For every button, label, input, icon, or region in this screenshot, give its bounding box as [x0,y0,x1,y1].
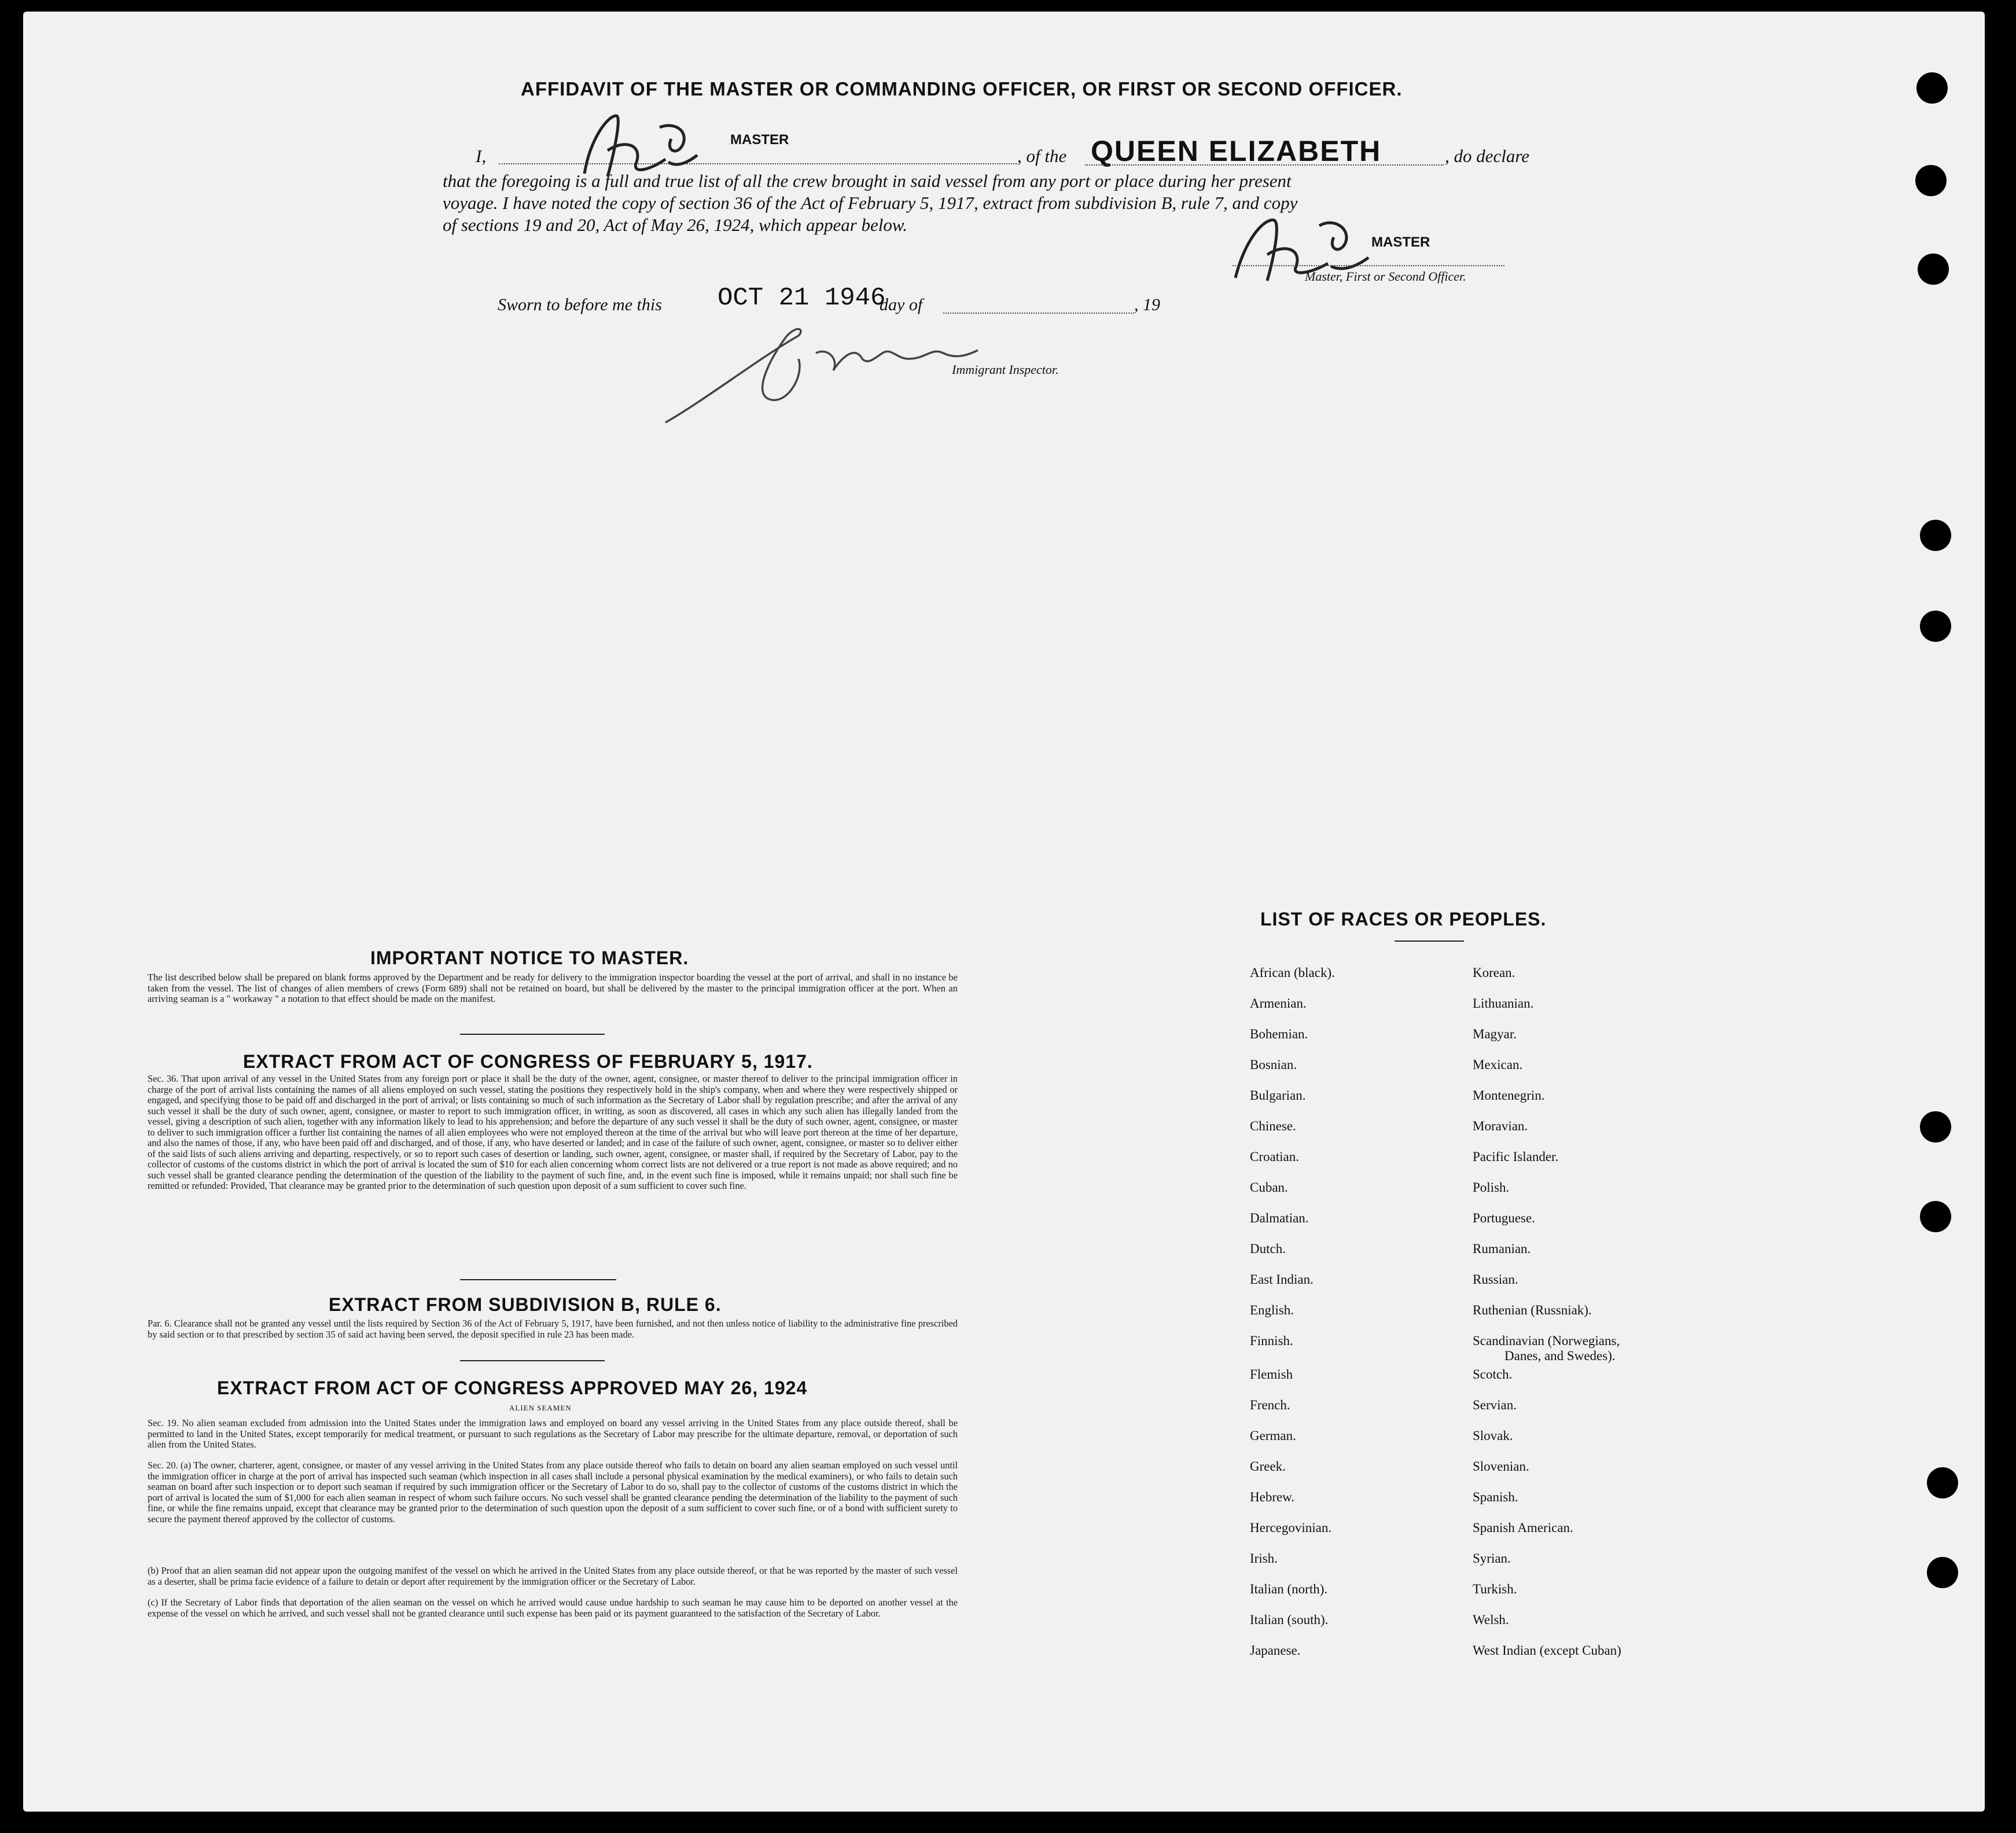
rule6-title: EXTRACT FROM SUBDIVISION B, RULE 6. [329,1294,722,1315]
race-item: Finnish. [1250,1334,1293,1348]
race-item: Scotch. [1473,1367,1513,1382]
race-item: Turkish. [1473,1582,1517,1596]
race-item: Welsh. [1473,1612,1509,1627]
race-item: Bosnian. [1250,1057,1297,1072]
extract-1917-title: EXTRACT FROM ACT OF CONGRESS OF FEBRUARY 5, 1917. [243,1051,813,1072]
race-item: Mexican. [1473,1057,1523,1072]
affidavit-body-line1: that the foregoing is a full and true list of all the crew brought in said vessel from any port or place during her present [443,171,1292,191]
signature-caption: Master, First or Second Officer. [1305,269,1466,284]
vessel-name: QUEEN ELIZABETH [1091,135,1382,167]
race-item: Hebrew. [1250,1490,1295,1504]
sworn-year: , 19 [1134,295,1160,314]
race-item: Slovenian. [1473,1459,1529,1474]
race-item: Polish. [1473,1180,1510,1195]
punch-hole [1920,1111,1951,1143]
race-item: Servian. [1473,1398,1517,1412]
affidavit-body-line3: of sections 19 and 20, Act of May 26, 1924, which appear below. [443,215,908,235]
signature-line [1233,265,1504,266]
race-item: English. [1250,1303,1294,1317]
race-item: Dalmatian. [1250,1211,1309,1225]
race-item: Cuban. [1250,1180,1288,1195]
race-item: Magyar. [1473,1027,1517,1041]
race-item: Portuguese. [1473,1211,1535,1225]
race-item: Italian (north). [1250,1582,1328,1596]
punch-hole [1915,165,1947,196]
master-stamp: MASTER [730,132,789,148]
race-item: Chinese. [1250,1119,1296,1133]
race-item: Bulgarian. [1250,1088,1306,1103]
punch-hole [1918,254,1949,285]
punch-hole [1916,72,1948,104]
punch-hole [1920,520,1951,551]
vessel-line [1085,164,1444,166]
race-item: Spanish American. [1473,1520,1573,1535]
extract-1924-sec20c: (c) If the Secretary of Labor finds that deportation of the alien seaman on the vessel on which he arrived would cause undue hardship to such seaman he may cause him to be deported on another vessel at the expense of the vessel on which he arrived, and such vessel shall not be granted clearance until such expense has been paid or its payment guaranteed to the satisfaction of the Secretary of Labor. [148,1597,958,1619]
race-item: Japanese. [1250,1643,1301,1658]
sworn-day-of: day of [880,295,923,314]
race-item: Croatian. [1250,1149,1299,1164]
race-item: Bohemian. [1250,1027,1308,1041]
race-item: Russian. [1473,1272,1518,1287]
rule6-text: Par. 6. Clearance shall not be granted any vessel until the lists required by Section 36 of the Act of February 5, 1917, have been furnished, and not then unless notice of liability to the administrative fine prescribed by said section or to that prescribed by section 35 of said act having been served, the deposit specified in rule 23 has been made. [148,1318,958,1340]
race-item: Greek. [1250,1459,1286,1474]
punch-hole [1927,1557,1958,1588]
extract-1917-text: Sec. 36. That upon arrival of any vessel in the United States from any foreign port or place it shall be the duty of the owner, agent, consignee, or master thereof to deliver to the principal immigration officer in charge of the port of arrival lists containing the names of all aliens employed on such vessel, stating the positions they respectively hold in the ship's company, when and where they were respectively shipped or engaged, and specifying those to be paid off and discharged in the port of arrival; or lists containing so much of such information as the Secretary of Labor shall by regulation prescribe; and after the arrival of any such vessel it shall be the duty of such owner, agent, consignee, or master to report to such immigration officer, in writing, as soon as discovered, all cases in which any such alien has illegally landed from the vessel, giving a description of such alien, together with any information likely to lead to his apprehension; and before the departure of any such vessel it shall be the duty of such owner, agent, consignee, or master to deliver to such immigration officer a further list containing the names of all alien employees who were not employed thereon at the time of the arrival but who will leave port thereon at the time of her departure, and also the names of those, if any, who have been paid off and discharged, and of those, if any, who have deserted or landed; and in case of the failure of such owner, agent, consignee, or master so to deliver either of the said lists of such aliens arriving and departing, respectively, or so to report such cases of desertion or landing, such owner, agent, consignee, or master shall, if required by the Secretary of Labor, pay to the collector of customs of the customs district in which the port of arrival is located the sum of $10 for each alien concerning whom correct lists are not delivered or a true report is not made as above required; and no such vessel shall be granted clearance pending the determination of the question of the liability to the payment of such fine, and, in the event such fine is imposed, while it remains unpaid; nor shall such fine be remitted or refunded: Provided, That clearance may be granted prior to the determination of such question upon deposit of a sum sufficient to cover such fine. [148,1073,958,1191]
race-item: Dutch. [1250,1241,1286,1256]
race-item: Montenegrin. [1473,1088,1545,1103]
extract-1924-sec20b: (b) Proof that an alien seaman did not appear upon the outgoing manifest of the vessel on which he arrived in the United States from any place outside thereof, or that he was reported by the master of such vessel as a deserter, shall be prima facie evidence of a failure to detain or deport after requirement by the immigration officer or the Secretary of Labor. [148,1565,958,1587]
race-item: Lithuanian. [1473,996,1534,1011]
race-item: Rumanian. [1473,1241,1531,1256]
race-item-continued: Danes, and Swedes). [1504,1349,1616,1363]
race-item: Korean. [1473,965,1515,980]
do-declare-label: , do declare [1445,146,1530,166]
race-item: Spanish. [1473,1490,1518,1504]
extract-1924-sec20a: Sec. 20. (a) The owner, charterer, agent, consignee, or master of any vessel arriving in the United States from any place outside thereof who fails to detain on board any alien seaman employed on such vessel until the immigration officer in charge at the port of arrival has inspected such seaman (which inspection in all cases shall include a personal physical examination by the medical examiners), or who fails to detain such seaman on board after such inspection or to deport such seaman if required by such immigration officer or the Secretary of Labor to do so, shall pay to the collector of customs of the customs district in which the port of arrival is located the sum of $1,000 for each alien seaman in respect of whom such failure occurs. No such vessel shall be granted clearance pending the determination of the liability to the payment of such fine, or while the fine remains unpaid, except that clearance may be granted prior to the determination of such question upon the deposit of a sum sufficient to cover such fine, or of a bond with sufficient surety to secure the payment thereof approved by the collector of customs. [148,1460,958,1525]
punch-hole [1920,1201,1951,1232]
sworn-prefix: Sworn to before me this [498,295,662,314]
punch-hole [1927,1467,1958,1498]
notice-text: The list described below shall be prepared on blank forms approved by the Department and be ready for delivery to the immigration inspector boarding the vessel at the port of arrival, and shall in no instance be taken from the vessel. The list of changes of alien members of crews (Form 689) shall not be retained on board, but shall be delivered by the master to the principal immigration officer at the port. When an arriving seaman is a " workaway " a notation to that effect should be made on the manifest. [148,972,958,1004]
sworn-date-stamp: OCT 21 1946 [718,284,886,313]
signature-master-stamp: MASTER [1371,234,1430,250]
master-signature-1 [573,104,706,191]
race-item: Pacific Islander. [1473,1149,1559,1164]
race-item: Moravian. [1473,1119,1528,1133]
race-item: French. [1250,1398,1290,1412]
divider [1395,941,1464,942]
affidavit-title: AFFIDAVIT OF THE MASTER OR COMMANDING OFFICER, OR FIRST OR SECOND OFFICER. [521,78,1403,100]
race-item: Flemish [1250,1367,1293,1382]
i-label: I, [476,146,487,166]
race-item: African (black). [1250,965,1335,980]
race-item: German. [1250,1428,1296,1443]
race-item: Scandinavian (Norwegians, [1473,1334,1620,1348]
race-item: Slovak. [1473,1428,1513,1443]
race-item: Hercegovinian. [1250,1520,1332,1535]
extract-1924-subtitle: ALIEN SEAMEN [509,1404,572,1412]
race-item: East Indian. [1250,1272,1314,1287]
race-item: Italian (south). [1250,1612,1329,1627]
race-item: West Indian (except Cuban) [1473,1643,1621,1658]
extract-1924-sec19: Sec. 19. No alien seaman excluded from admission into the United States under the immigration laws and employed on board any vessel arriving in the United States from any place outside thereof, shall be permitted to land in the United States, except temporarily for medical treatment, or pursuant to such regulations as the Secretary of Labor may prescribe for the ultimate departure, removal, or deportation of such alien from the United States. [148,1417,958,1450]
race-item: Syrian. [1473,1551,1511,1566]
divider [460,1279,616,1280]
extract-1924-title: EXTRACT FROM ACT OF CONGRESS APPROVED MAY 26, 1924 [217,1377,808,1398]
of-the-label: , of the [1017,146,1067,166]
punch-hole [1920,611,1951,642]
divider [460,1034,605,1035]
race-item: Ruthenian (Russniak). [1473,1303,1592,1317]
races-title: LIST OF RACES OR PEOPLES. [1260,909,1547,930]
race-item: Armenian. [1250,996,1307,1011]
divider [460,1360,605,1361]
race-item: Irish. [1250,1551,1278,1566]
notice-title: IMPORTANT NOTICE TO MASTER. [370,947,689,968]
affidavit-body-line2: voyage. I have noted the copy of section 36 of the Act of February 5, 1917, extract from subdivision B, rule 7, and copy [443,193,1298,213]
document-page [23,12,1985,1812]
inspector-caption: Immigrant Inspector. [952,362,1059,377]
